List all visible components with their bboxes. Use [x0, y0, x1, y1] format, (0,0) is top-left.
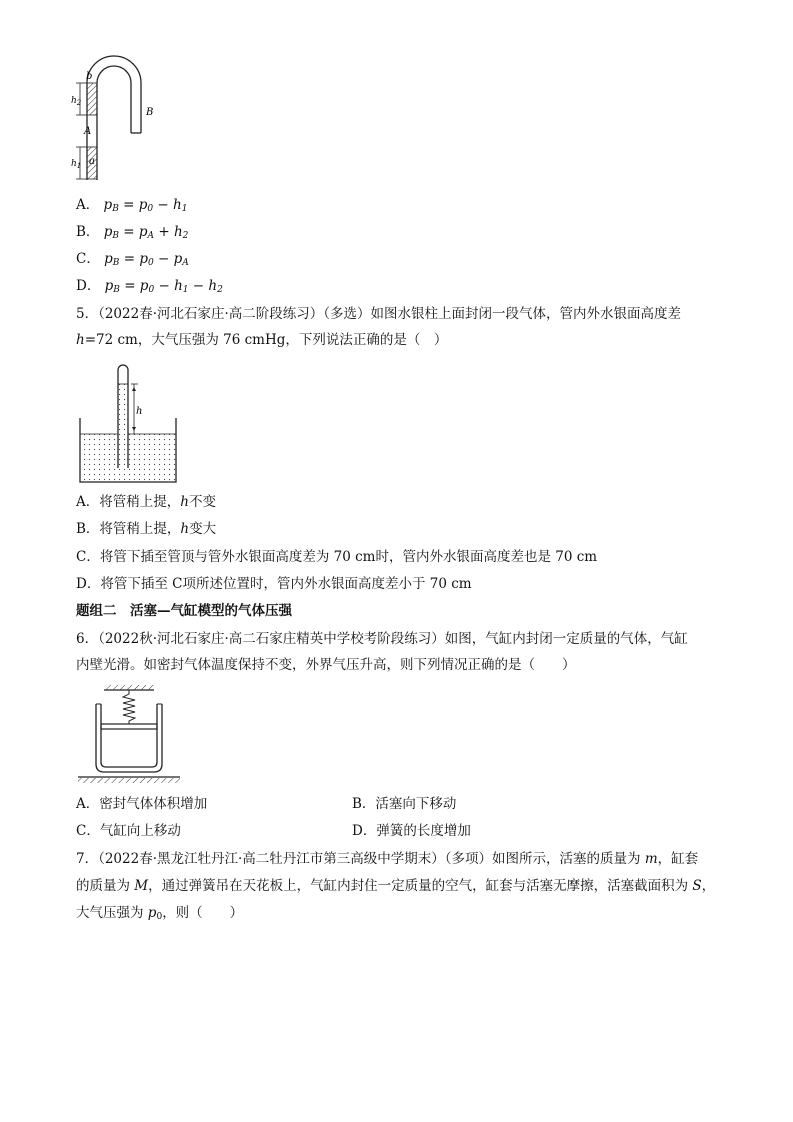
label-h1: $h_1$: [71, 159, 82, 170]
q5-option-d: D．将管下插至 C项所述位置时，管内外水银面高度差小于 70 cm: [76, 576, 472, 592]
q4-u-tube-figure: [70, 55, 170, 185]
q5-stem-line2: h=72 cm，大气压强为 76 cmHg，下列说法正确的是（ ）: [76, 332, 448, 348]
q6-option-a: A．密封气体体积增加: [76, 796, 208, 812]
q5-tube-trough-figure: [78, 358, 178, 486]
label-h: h: [136, 406, 143, 417]
q7-stem-line1: 7．（2022春·黑龙江牡丹江·高二牡丹江市第三高级中学期末）（多项）如图所示，活塞的质量为 m，缸套: [76, 851, 699, 867]
label-A: A: [84, 126, 92, 137]
q6-stem-line2: 内壁光滑。如密封气体温度保持不变，外界气压升高，则下列情况正确的是（ ）: [76, 657, 576, 673]
q6-option-c: C．气缸向上移动: [76, 823, 181, 839]
q5-option-c: C．将管下插至管顶与管外水银面高度差为 70 cm时，管内外水银面高度差也是 70 cm: [76, 549, 598, 565]
q4-option-c: C． $p_B = p_0 - p_A$: [76, 251, 189, 268]
q6-option-d: D．弹簧的长度增加: [352, 823, 471, 839]
q4-option-b: B． $p_B = p_A + h_2$: [76, 224, 189, 241]
q5-option-b: B．将管稍上提，h变大: [76, 521, 217, 537]
q7-stem-line2: 的质量为 M，通过弹簧吊在天花板上，气缸内封住一定质量的空气，缸套与活塞无摩擦，活塞截面积为 S，: [76, 878, 716, 894]
label-a: a: [89, 156, 95, 167]
q7-stem-line3: 大气压强为 $p_0$，则（ ）: [76, 905, 244, 922]
q5-option-a: A．将管稍上提，h不变: [76, 494, 216, 510]
q6-option-b: B．活塞向下移动: [352, 796, 457, 812]
label-B: B: [146, 107, 154, 118]
section-heading: 题组二 活塞—气缸模型的气体压强: [76, 603, 292, 619]
q4-option-d: D． $p_B = p_0 - h_1 - h_2$: [76, 278, 223, 295]
label-h2: $h_2$: [71, 96, 82, 107]
q6-cylinder-figure: [76, 684, 182, 786]
q4-option-a: A． $p_B = p_0 - h_1$: [76, 197, 188, 214]
q6-stem-line1: 6．（2022秋·河北石家庄·高二石家庄精英中学校考阶段练习）如图，气缸内封闭一定质量的气体，气缸: [76, 631, 688, 647]
q5-stem-line1: 5．（2022春·河北石家庄·高二阶段练习）（多选）如图水银柱上面封闭一段气体，管内外水银面高度差: [76, 306, 682, 322]
label-b: b: [86, 71, 93, 82]
